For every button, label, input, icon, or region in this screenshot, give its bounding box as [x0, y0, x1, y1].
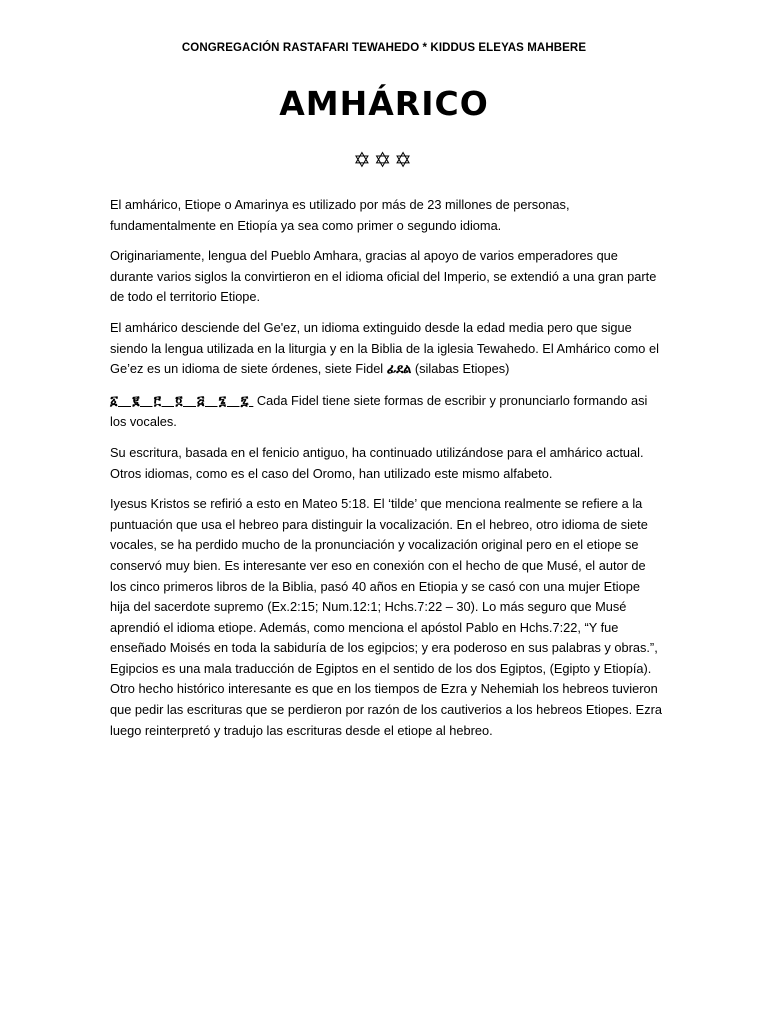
fidel-ethiopic-word: ፊደል — [386, 362, 412, 378]
paragraph-3-end: (silabas Etiopes) — [411, 361, 510, 377]
paragraph-1: El amhárico, Etiope o Amarinya es utilizado por más de 23 millones de personas, fundamentalmente en Etiopía ya sea como primer o segundo idioma. — [110, 197, 570, 233]
star-of-david-icons: ✡✡✡ — [353, 148, 415, 172]
paragraph-6: Iyesus Kristos se refirió a esto en Mateo 5:18. El ‘tilde’ que menciona realmente se refiere a la puntuación que usa el hebreo para distinguir la vocalización. En el hebreo, otro idioma de siete vocales, se ha perdido mucho de la pronunciación y vocalización original pero en el etiope se conservó muy bien. Es interesante ver eso en conexión con el hecho de que Musé, el autor de los cinco primeros libros de la Biblia, pasó 40 años en Etiopia y se casó con una mujer Etiope hija del sacerdote supremo (Ex.2:15; Num.12:1; Hchs.7:22 – 30). Lo más seguro que Musé aprendió el idioma etiope. Además, como menciona el apóstol Pablo en Hchs.7:22, “Y fue enseñado Moisés en toda la sabiduría de los egipcios; y era poderoso en sus palabras y obras.”, Egipcios es una mala traducción de Egiptos en el sentido de los dos Egiptos, (Egipto y Etiopía). Otro hecho histórico interesante es que en los tiempos de Ezra y Nehemiah los hebreos tuvieron que pedir las escrituras que se perdieron por razón de los cautiverios a los hebreos Etiopes. Ezra luego reinterpretó y tradujo las escrituras desde el etiope al hebreo. — [110, 496, 662, 738]
paragraph-3 — [110, 318, 663, 381]
document-body — [110, 195, 663, 751]
paragraph-5: Su escritura, basada en el fenicio antiguo, ha continuado utilizándose para el amhárico actual. Otros idiomas, como es el caso del Oromo, han utilizado este mismo alfabeto. — [110, 444, 644, 481]
ethiopic-numerals: ፩ ፪ ፫ ፬ ፭ ፮ ፯ — [110, 393, 254, 409]
organization-header: CONGREGACIÓN RASTAFARI TEWAHEDO * KIDDUS ELEYAS MAHBERE — [181, 42, 587, 54]
page-title: AMHÁRICO — [279, 84, 489, 123]
paragraph-4 — [110, 391, 663, 433]
paragraph-2: Originariamente, lengua del Pueblo Amhara, gracias al apoyo de varios emperadores que durante varios siglos la convirtieron en el idioma oficial del Imperio, se extendió a una gran parte de todo el territorio Etiope. — [110, 248, 657, 305]
paragraph-4-text: Cada Fidel tiene siete formas de escribir y pronunciarlo formando asi los vocales. — [110, 392, 648, 430]
paragraph-3-text: El amhárico desciende del Ge'ez, un idioma extinguido desde la edad media pero que sigue siendo la lengua utilizada en la liturgia y en la Biblia de la iglesia Tewahedo. El Amhárico como el Ge’ez es un idioma de siete órdenes, siete Fidel — [110, 319, 659, 377]
